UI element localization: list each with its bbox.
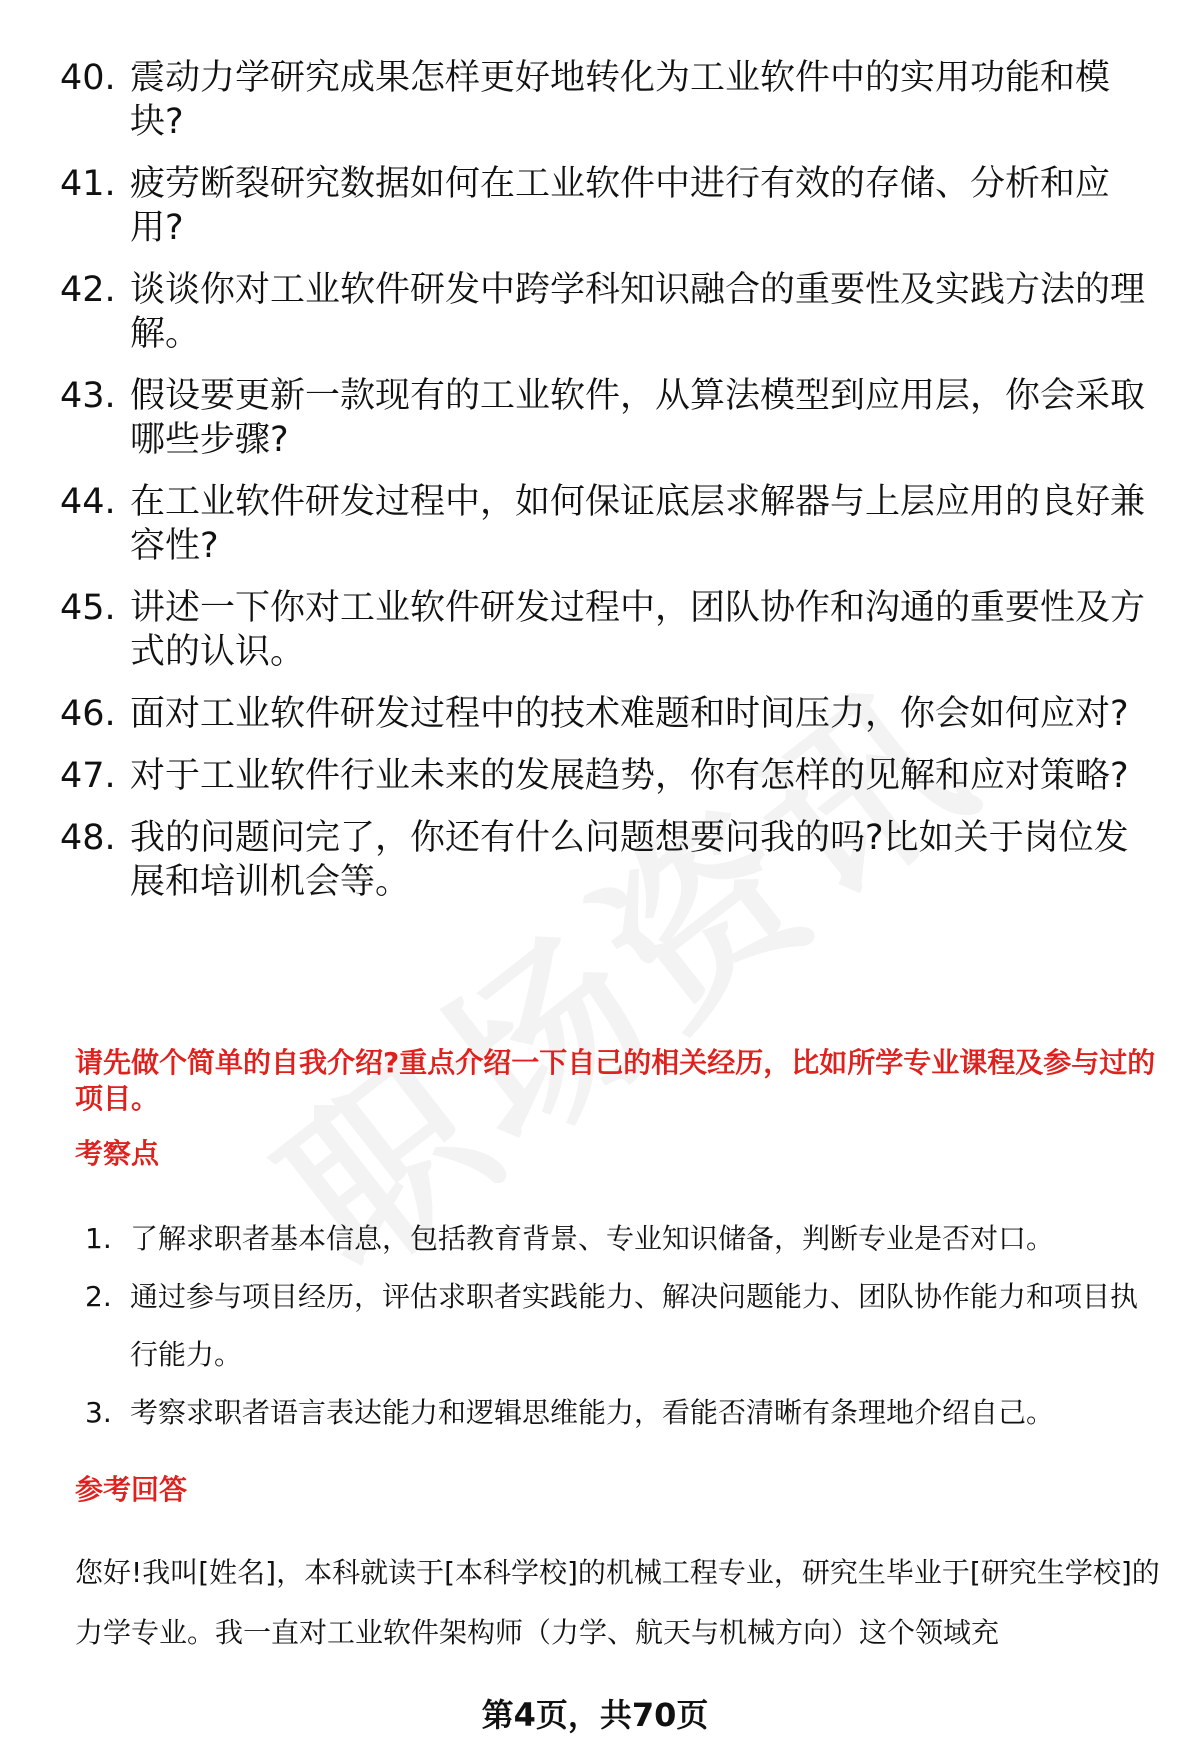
- exam-point-text: 考察求职者语言表达能力和逻辑思维能力，看能否清晰有条理地介绍自己。: [130, 1396, 1055, 1429]
- question-text: 我的问题问完了，你还有什么问题想要问我的吗?比如关于岗位发展和培训机会等。: [130, 818, 1129, 902]
- question-text: 讲述一下你对工业软件研发过程中，团队协作和沟通的重要性及方式的认识。: [130, 588, 1146, 672]
- question-number: 42.: [60, 270, 116, 310]
- question-text: 震动力学研究成果怎样更好地转化为工业软件中的实用功能和模块?: [130, 58, 1111, 142]
- exam-point-text: 通过参与项目经历，评估求职者实践能力、解决问题能力、团队协作能力和项目执行能力。: [130, 1280, 1139, 1371]
- reference-answer-heading: 参考回答: [75, 1473, 188, 1506]
- question-text: 对于工业软件行业未来的发展趋势，你有怎样的见解和应对策略?: [130, 756, 1129, 796]
- page-footer: 第4页，共70页: [481, 1696, 709, 1734]
- question-number: 46.: [60, 694, 116, 734]
- exam-point-number: 2.: [85, 1280, 112, 1313]
- exam-point-item: [85, 1268, 1165, 1384]
- question-text: 疲劳断裂研究数据如何在工业软件中进行有效的存储、分析和应用?: [130, 164, 1111, 248]
- question-text: 面对工业软件研发过程中的技术难题和时间压力，你会如何应对?: [130, 694, 1129, 734]
- featured-question: 请先做个简单的自我介绍?重点介绍一下自己的相关经历，比如所学专业课程及参与过的项目。: [75, 1046, 1156, 1115]
- question-item: [60, 754, 1160, 798]
- question-item: [60, 586, 1160, 674]
- exam-point-number: 1.: [85, 1222, 112, 1255]
- question-number: 48.: [60, 818, 116, 858]
- question-text: 在工业软件研发过程中，如何保证底层求解器与上层应用的良好兼容性?: [130, 482, 1146, 566]
- exam-point-item: [85, 1210, 1165, 1268]
- question-item: [60, 268, 1160, 356]
- question-number: 40.: [60, 58, 116, 98]
- question-number: 47.: [60, 756, 116, 796]
- reference-answer-text: 您好!我叫[姓名]，本科就读于[本科学校]的机械工程专业，研究生毕业于[研究生学校]的力学专业。我一直对工业软件架构师（力学、航天与机械方向）这个领域充: [75, 1556, 1160, 1649]
- question-text: 谈谈你对工业软件研发中跨学科知识融合的重要性及实践方法的理解。: [130, 270, 1146, 354]
- question-item: [60, 162, 1160, 250]
- exam-point-item: [85, 1384, 1165, 1442]
- question-item: [60, 692, 1160, 736]
- question-number: 45.: [60, 588, 116, 628]
- exam-point-text: 了解求职者基本信息，包括教育背景、专业知识储备，判断专业是否对口。: [130, 1222, 1055, 1255]
- question-number: 44.: [60, 482, 116, 522]
- exam-points-heading: 考察点: [75, 1137, 160, 1170]
- exam-points-list: [85, 1210, 1165, 1442]
- question-item: [60, 374, 1160, 462]
- question-text: 假设要更新一款现有的工业软件，从算法模型到应用层，你会采取哪些步骤?: [130, 376, 1146, 460]
- question-number: 41.: [60, 164, 116, 204]
- exam-point-number: 3.: [85, 1396, 112, 1429]
- question-item: [60, 480, 1160, 568]
- question-item: [60, 816, 1160, 904]
- question-item: [60, 56, 1160, 144]
- question-list: [60, 56, 1160, 922]
- question-number: 43.: [60, 376, 116, 416]
